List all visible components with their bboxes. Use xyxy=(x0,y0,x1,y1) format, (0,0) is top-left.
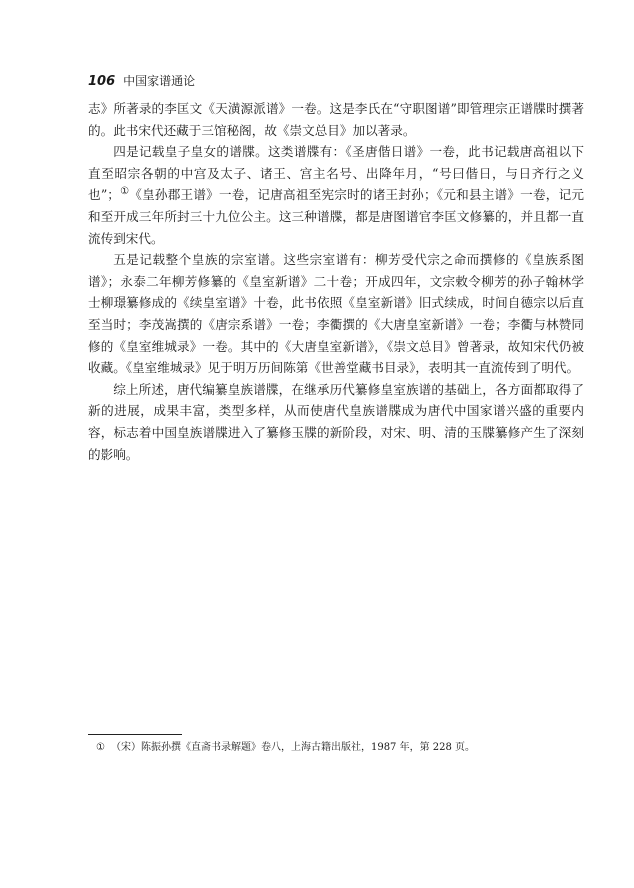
paragraph-summary: 综上所述，唐代编纂皇族谱牒，在继承历代纂修皇室族谱的基础上，各方面都取得了新的进展，成果丰富，类型多样，从而使唐代皇族谱牒成为唐代中国家谱兴盛的重要内容，标志着中国皇族谱牒进入了纂修玉牒的新阶段，对宋、明、清的玉牒纂修产生了深刻的影响。 xyxy=(88,381,584,462)
paragraph-princes-princesses xyxy=(88,141,584,249)
footnote-divider xyxy=(88,734,182,735)
body-text xyxy=(88,98,584,465)
running-title: 中国家谱通论 xyxy=(123,74,196,88)
footnote-mark: ① xyxy=(96,742,105,753)
paragraph-continuation: 志》所著录的李匡文《天潢源派谱》一卷。这是李氏在“守职图谱”即管理宗正谱牒时撰著的。此书宋代还藏于三馆秘阁，故《崇文总目》加以著录。 xyxy=(88,101,584,138)
page-header xyxy=(88,72,195,89)
footnote-reference[interactable]: ① xyxy=(119,186,130,198)
paragraph-text: 《皇孙郡王谱》一卷，记唐高祖至宪宗时的诸王封孙；《元和县主谱》一卷，记元和至开成三年所封三十九位公主。这三种谱牒，都是唐图谱官李匡文修纂的，并且都一直流传到宋代。 xyxy=(88,187,584,246)
paragraph-text: 四是记载皇子皇女的谱牒。这类谱牒有：《圣唐偕日谱》一卷，此书记载唐高祖以下直至昭宗各朝的中宫及太子、诸王、宫主名号、出降年月，“号曰偕日，与日齐行之义也”； xyxy=(88,144,584,203)
paragraph-imperial-clan: 五是记载整个皇族的宗室谱。这些宗室谱有：柳芳受代宗之命而撰修的《皇族系图谱》；永泰二年柳芳修纂的《皇室新谱》二十卷；开成四年，文宗敕令柳芳的孙子翰林学士柳璟纂修成的《续皇室谱》十卷，此书依照《皇室新谱》旧式续成，时间自德宗以后直至当时；李茂嵩撰的《唐宗系谱》一卷；李衢撰的《大唐皇室新谱》一卷；李衢与林赞同修的《皇室维城录》一卷。其中的《大唐皇室新谱》，《崇文总目》曾著录，故知宋代仍被收藏。《皇室维城录》见于明万历间陈第《世善堂藏书目录》，表明其一直流传到了明代。 xyxy=(88,252,584,376)
footnote-text: （宋）陈振孙撰《直斋书录解题》卷八，上海古籍出版社，1987 年，第 228 页。 xyxy=(110,742,476,753)
footnote xyxy=(96,741,584,755)
page-number: 106 xyxy=(88,74,116,89)
